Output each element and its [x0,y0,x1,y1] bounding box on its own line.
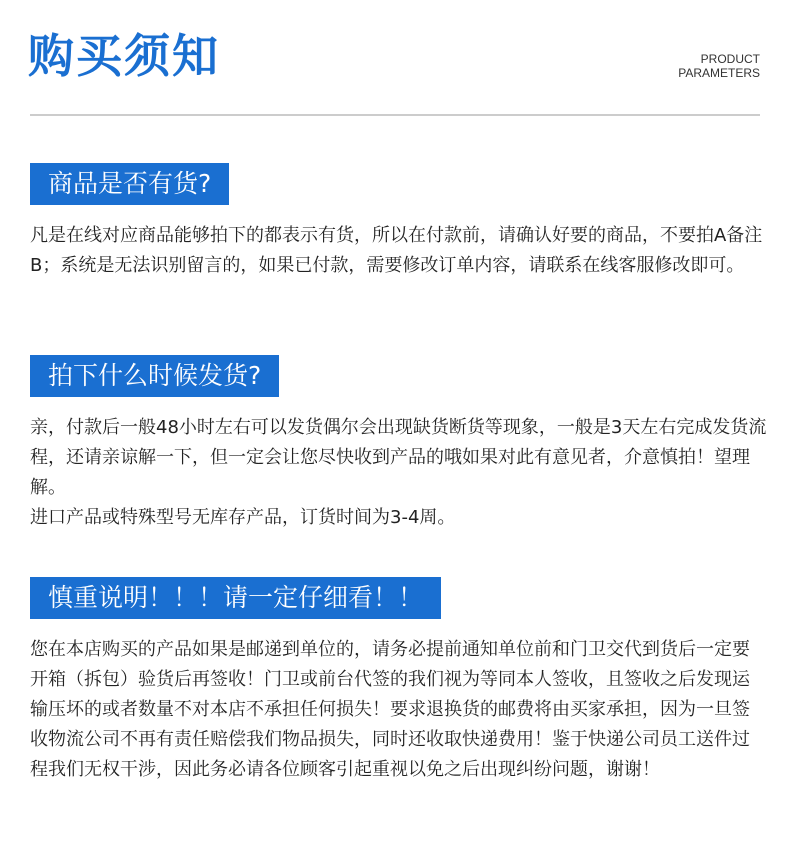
section-body-stock [30,221,770,281]
paragraph: 凡是在线对应商品能够拍下的都表示有货，所以在付款前，请确认好要的商品，不要拍A备注B；系统是无法识别留言的，如果已付款，需要修改订单内容，请联系在线客服修改即可。 [30,225,763,276]
paragraph: 亲，付款后一般48小时左右可以发货偶尔会出现缺货断货等现象，一般是3天左右完成发货流程，还请亲谅解一下，但一定会让您尽快收到产品的哦如果对此有意见者，介意慎拍！望理解。 [30,417,767,498]
section-heading-notice: 慎重说明！！！请一定仔细看！！ [30,577,441,619]
section-heading-stock: 商品是否有货? [30,163,229,205]
section-body-shipping [30,413,770,533]
page-title: 购买须知 [28,29,220,83]
subtitle-line-2: PARAMETERS [678,66,760,80]
section-body-notice [30,635,760,785]
section-heading-shipping: 拍下什么时候发货? [30,355,279,397]
paragraph: 进口产品或特殊型号无库存产品，订货时间为3-4周。 [30,507,456,528]
page-subtitle [678,52,760,80]
paragraph: 您在本店购买的产品如果是邮递到单位的，请务必提前通知单位前和门卫交代到货后一定要开箱（拆包）验货后再签收！门卫或前台代签的我们视为等同本人签收，且签收之后发现运输压坏的或者数量不对本店不承担任何损失！要求退换货的邮费将由买家承担，因为一旦签收物流公司不再有责任赔偿我们物品损失，同时还收取快递费用！鉴于快递公司员工送件过程我们无权干涉，因此务必请各位顾客引起重视以免之后出现纠纷问题，谢谢！ [30,639,750,780]
header-divider [30,114,760,116]
subtitle-line-1: PRODUCT [700,52,760,66]
